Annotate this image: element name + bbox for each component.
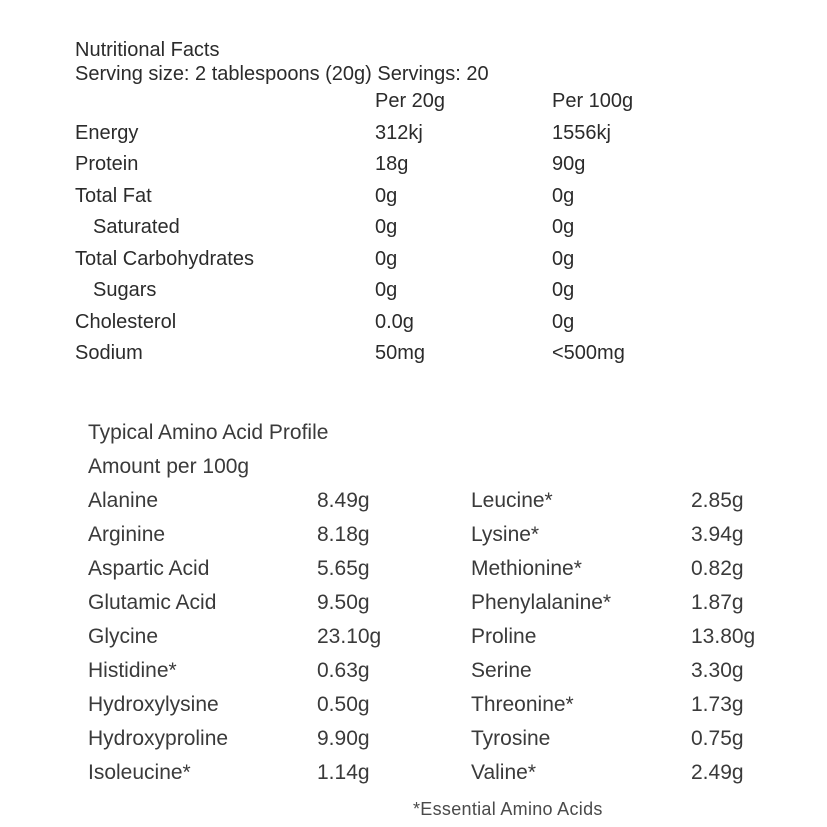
amino-name: Threonine*: [471, 693, 574, 716]
amino-value: 1.73g: [691, 693, 744, 716]
nutrient-label: Energy: [75, 121, 139, 144]
nutrient-per100: 0g: [552, 279, 575, 301]
amino-value: 0.50g: [317, 693, 370, 716]
amino-name: Hydroxyproline: [88, 727, 229, 750]
amino-name: Lysine*: [471, 523, 540, 546]
nutrient-per100: 0g: [552, 184, 575, 207]
amino-value: 0.75g: [691, 727, 744, 750]
amino-row: [88, 756, 744, 790]
nutrient-per100: 1556kj: [552, 121, 611, 144]
amino-value: 9.50g: [317, 591, 370, 614]
essential-amino-footnote: *Essential Amino Acids: [413, 799, 603, 819]
nutrient-label: Total Carbohydrates: [75, 247, 254, 270]
amino-value: 1.14g: [317, 761, 370, 784]
nutrition-column-headers: [75, 86, 634, 118]
amino-name: Tyrosine: [471, 727, 551, 750]
nutrition-facts-table: [75, 38, 634, 370]
nutrition-row: [75, 307, 575, 339]
nutrient-label: Sodium: [75, 342, 143, 364]
nutrient-per100: 0g: [552, 310, 575, 333]
nutrition-row: [75, 338, 625, 370]
amino-row: [88, 518, 744, 552]
nutrition-row: [75, 149, 586, 181]
amino-row: [88, 586, 744, 620]
amino-row: [88, 654, 744, 688]
amino-name: Glutamic Acid: [88, 591, 217, 614]
amino-row: [88, 620, 756, 654]
nutrient-label: Saturated: [93, 216, 180, 238]
nutrient-label: Sugars: [93, 279, 157, 301]
nutrient-per100: 0g: [552, 247, 575, 270]
amino-row: [88, 722, 744, 756]
amino-name: Arginine: [88, 523, 166, 546]
nutrient-per20: 50mg: [375, 342, 426, 364]
amino-value: 2.49g: [691, 761, 744, 784]
nutrition-row: [75, 118, 611, 150]
nutrient-per20: 0.0g: [375, 310, 414, 333]
amino-row: [88, 484, 744, 518]
amino-acid-profile: [88, 416, 756, 790]
amino-value: 2.85g: [691, 489, 744, 512]
amino-row: [88, 688, 744, 722]
amino-name: Methionine*: [471, 557, 582, 580]
nutrient-label: Cholesterol: [75, 310, 177, 333]
amino-value: 8.49g: [317, 489, 370, 512]
amino-name: Valine*: [471, 761, 536, 784]
nutrition-row: [75, 212, 575, 244]
amino-value: 3.94g: [691, 523, 744, 546]
nutrient-per20: 0g: [375, 247, 398, 270]
amino-name: Histidine*: [88, 659, 177, 682]
amino-subtitle: Amount per 100g: [88, 455, 250, 478]
nutrient-per20: 0g: [375, 184, 398, 207]
amino-value: 1.87g: [691, 591, 744, 614]
amino-row: [88, 552, 744, 586]
amino-name: Serine: [471, 659, 532, 682]
col-per-100g: Per 100g: [552, 90, 634, 112]
nutrient-label: Protein: [75, 153, 139, 175]
amino-name: Glycine: [88, 625, 159, 648]
amino-value: 13.80g: [691, 625, 756, 648]
amino-value: 0.82g: [691, 557, 744, 580]
amino-name: Isoleucine*: [88, 761, 191, 784]
amino-name: Aspartic Acid: [88, 557, 210, 580]
nutrition-row: [75, 181, 575, 213]
amino-value: 9.90g: [317, 727, 370, 750]
nutrient-label: Total Fat: [75, 184, 152, 207]
amino-name: Proline: [471, 625, 537, 648]
nutrition-row: [75, 244, 575, 276]
amino-value: 5.65g: [317, 557, 370, 580]
col-per-20g: Per 20g: [375, 90, 446, 112]
nutrition-row: [75, 275, 575, 307]
nutrient-per100: 0g: [552, 216, 575, 238]
amino-value: 3.30g: [691, 659, 744, 682]
amino-value: 23.10g: [317, 625, 382, 648]
amino-value: 0.63g: [317, 659, 370, 682]
nutrient-per20: 0g: [375, 216, 398, 238]
amino-name: Phenylalanine*: [471, 591, 612, 614]
amino-name: Alanine: [88, 489, 159, 512]
nutrient-per100: 90g: [552, 153, 586, 175]
amino-title: Typical Amino Acid Profile: [88, 421, 329, 444]
nutrient-per20: 312kj: [375, 121, 423, 144]
nutrient-per100: <500mg: [552, 342, 625, 364]
nutrient-per20: 0g: [375, 279, 398, 301]
amino-value: 8.18g: [317, 523, 370, 546]
nutrient-per20: 18g: [375, 153, 409, 175]
amino-name: Leucine*: [471, 489, 553, 512]
amino-name: Hydroxylysine: [88, 693, 219, 716]
serving-info: Serving size: 2 tablespoons (20g) Servings: 20: [75, 63, 489, 85]
nutrition-title: Nutritional Facts: [75, 39, 220, 61]
